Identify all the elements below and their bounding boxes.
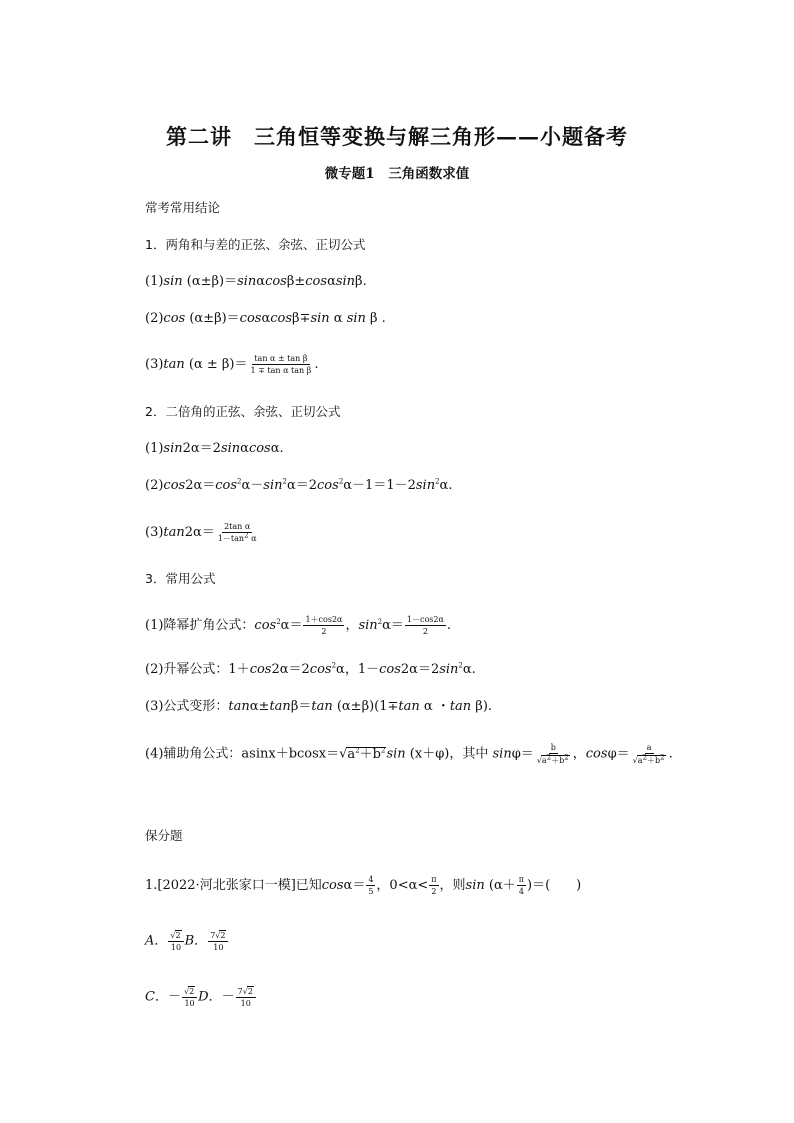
question-1-options-ab: A． $\frac{√2}{10}$ B． $\frac{7√2}{10}$ <box>145 930 229 952</box>
formula-cos-double: $(2)\cos 2\alpha=\cos^2\alpha-\sin^2\alpha=2\cos^2\alpha-1=1-2\sin^2\alpha$. <box>145 477 453 493</box>
item1-heading: 1．两角和与差的正弦、余弦、正切公式 <box>145 237 366 252</box>
formula-cos-sum: (2)cos (α±β)＝cosαcosβ∓sin α sin β . <box>145 311 386 326</box>
section-basic-heading: 保分题 <box>145 828 183 843</box>
formula-power-reduction: (1)降幂扩角公式：$\cos^2\alpha=$ $\frac{1+\cos 2\alpha}{2}$ ，$\sin^2\alpha=$ $\frac{1-\cos 2\alpha}{2}$ . <box>145 615 452 637</box>
page-title: 第二讲 三角恒等变换与解三角形——小题备考 <box>166 124 628 149</box>
formula-tan-sum: (3)tan (α ± β)＝ $\frac{\text{tan α ± tan β}}{\text{1 ∓ tan α tan β}}$ . <box>145 354 319 376</box>
formula-power-raise: (2)升幂公式：$1+\cos 2\alpha=2\cos^2\alpha$，$1-\cos 2\alpha=2\sin^2\alpha$. <box>145 661 476 677</box>
section-conclusions-heading: 常考常用结论 <box>145 200 221 215</box>
item2-heading: 2．二倍角的正弦、余弦、正切公式 <box>145 404 341 419</box>
formula-tan-double: (3)tan2α＝ $\frac{\text{2tan α}}{1-\tan^2 \alpha}$ <box>145 522 257 544</box>
page-subtitle: 微专题1 三角函数求值 <box>324 166 470 182</box>
formula-tan-transform: (3)公式变形：tanα±tanβ＝tan (α±β)(1∓tan α ・tan β). <box>145 699 493 714</box>
question-1-options-cd: C．－ $\frac{√2}{10}$ D．－ $\frac{7√2}{10}$ <box>145 986 257 1008</box>
formula-auxiliary-angle: (4)辅助角公式：$asinx+bcosx=√a^2+b^2\sin$ (x＋φ)，其中 sinφ＝ $\frac{b}{√a^2+b^2}$ ，cosφ＝ $\frac{a}{√a^2+b^2}$ . <box>145 743 673 766</box>
formula-sin-sum: (1)sin (α±β)＝sinαcosβ±cosαsinβ. <box>145 274 367 289</box>
item3-heading: 3．常用公式 <box>145 571 216 586</box>
formula-sin-double: (1)sin2α＝2sinαcosα. <box>145 441 284 456</box>
question-1: 1.[2022·河北张家口一模]已知cosα＝ $\frac{4}{5}$ ，0<α< $\frac{\pi}{2}$ ，则sin (α＋ $\frac{\pi}{4}$ )＝( ) <box>145 875 582 897</box>
